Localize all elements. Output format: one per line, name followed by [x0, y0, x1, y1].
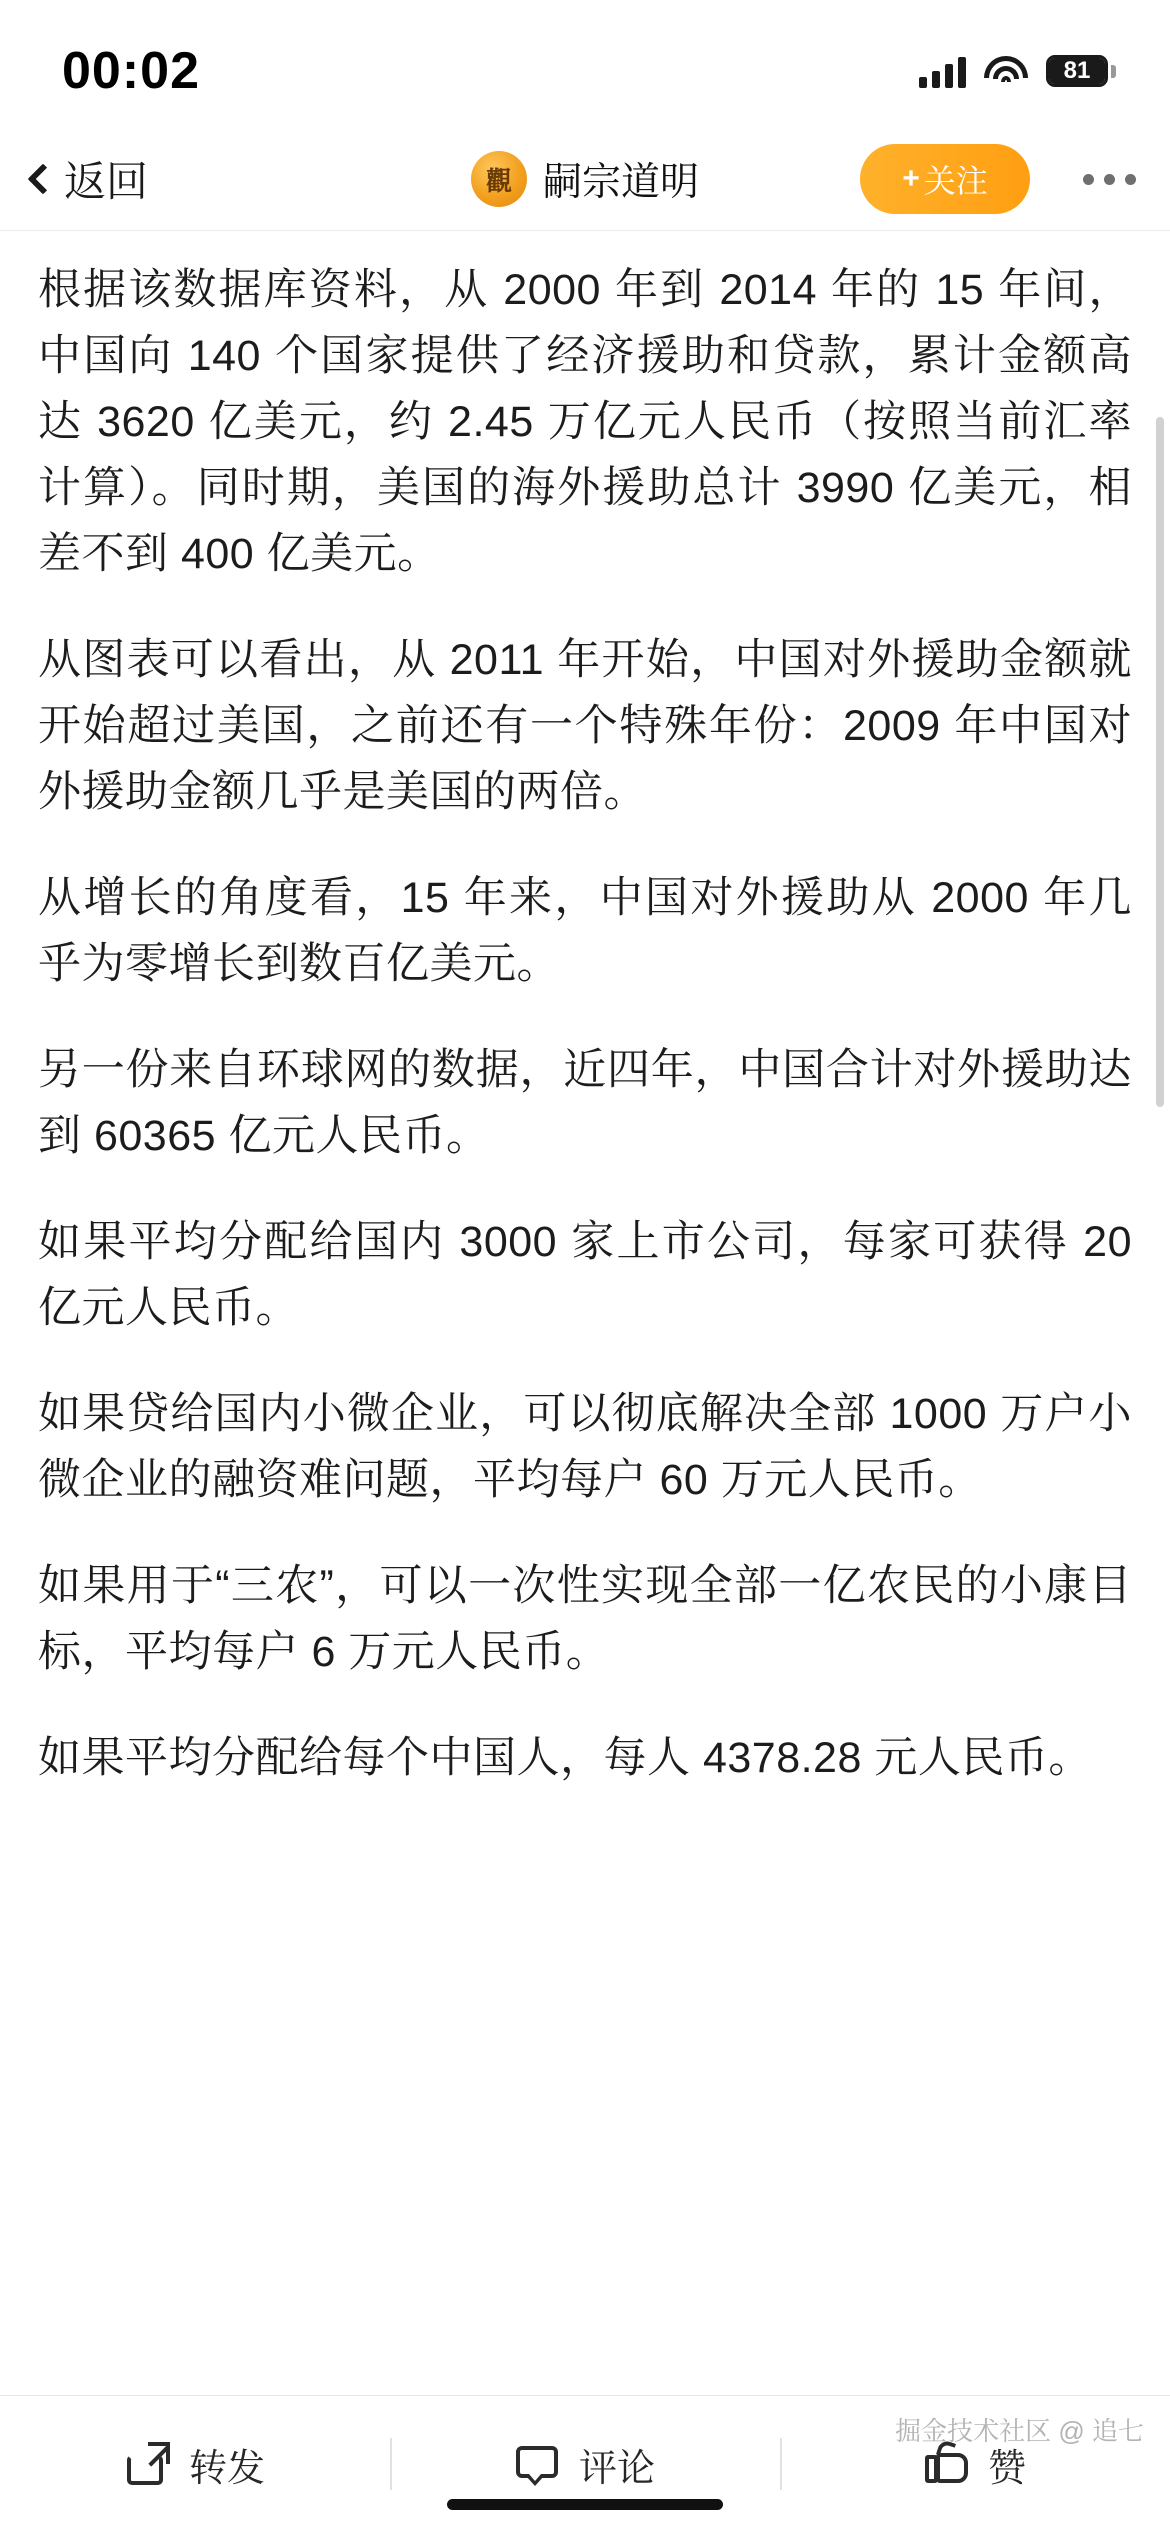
follow-button[interactable] — [860, 144, 1030, 214]
back-button-label: 返回 — [64, 158, 149, 205]
back-button[interactable] — [26, 149, 148, 209]
wifi-icon — [984, 54, 1028, 88]
paragraph: 从增长的角度看，15 年来，中国对外援助从 2000 年几乎为零增长到数百亿美元。 — [38, 874, 1132, 988]
bottom-action-bar — [0, 2395, 1170, 2532]
author-header[interactable] — [471, 151, 699, 207]
home-indicator[interactable] — [447, 2499, 723, 2510]
share-button[interactable] — [0, 2437, 390, 2492]
article-content — [0, 231, 1170, 2219]
follow-button-label: 关注 — [923, 163, 988, 199]
avatar[interactable] — [471, 151, 527, 207]
status-indicators — [919, 54, 1116, 88]
watermark: 掘金技术社区 @ 追七 — [895, 2416, 1144, 2446]
navigation-bar — [0, 128, 1170, 230]
page-title: 嗣宗道明 — [542, 161, 700, 204]
comment-button[interactable] — [390, 2437, 780, 2492]
comment-button-label: 评论 — [578, 2447, 655, 2490]
avatar-label: 觀 — [485, 166, 512, 196]
status-bar — [0, 0, 1170, 128]
cellular-signal-icon — [919, 54, 966, 88]
like-button-label: 赞 — [987, 2447, 1026, 2490]
chevron-left-icon — [27, 163, 58, 194]
paragraph: 如果平均分配给每个中国人，每人 4378.28 元人民币。 — [38, 1734, 1092, 1782]
status-time: 00:02 — [62, 42, 200, 100]
battery-icon — [1046, 55, 1116, 87]
paragraph: 如果贷给国内小微企业，可以彻底解决全部 1000 万户小微企业的融资难问题，平均每户 60 万元人民币。 — [38, 1390, 1132, 1504]
share-icon — [125, 2441, 171, 2487]
plus-icon: + — [902, 162, 920, 195]
comment-icon — [515, 2441, 561, 2487]
paragraph: 如果用于“三农”，可以一次性实现全部一亿农民的小康目标，平均每户 6 万元人民币。 — [38, 1562, 1132, 1676]
paragraph: 从图表可以看出，从 2011 年开始，中国对外援助金额就开始超过美国，之前还有一个特殊年份：2009 年中国对外援助金额几乎是美国的两倍。 — [38, 636, 1132, 816]
paragraph: 如果平均分配给国内 3000 家上市公司，每家可获得 20 亿元人民币。 — [38, 1218, 1132, 1332]
paragraph: 根据该数据库资料，从 2000 年到 2014 年的 15 年间，中国向 140 个国家提供了经济援助和贷款，累计金额高达 3620 亿美元，约 2.45 万亿元人民币（按照当前汇率计算）。同时期，美国的海外援助总计 3990 亿美元，相差不到 400 亿美元。 — [38, 266, 1132, 578]
share-button-label: 转发 — [188, 2447, 265, 2490]
battery-level: 81 — [1063, 57, 1091, 84]
paragraph: 另一份来自环球网的数据，近四年，中国合计对外援助达到 60365 亿元人民币。 — [38, 1046, 1132, 1160]
more-horizontal-icon[interactable] — [1083, 174, 1136, 185]
vertical-scrollbar[interactable] — [1156, 417, 1164, 1107]
